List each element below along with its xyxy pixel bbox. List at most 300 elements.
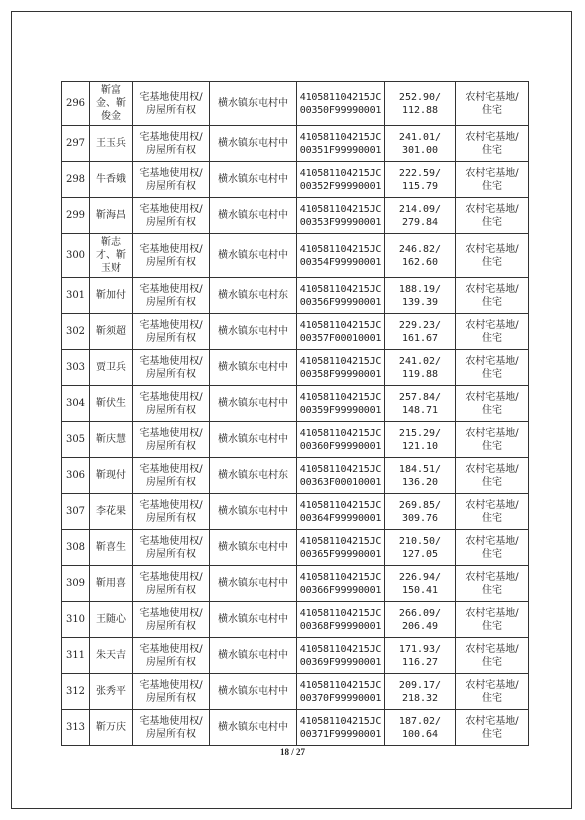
- cell-owner-name: [90, 530, 133, 566]
- cell-use: [456, 162, 529, 198]
- cell-use-line: 农村宅基地/: [465, 427, 519, 439]
- cell-location: 横水镇东屯村中: [210, 674, 297, 710]
- cell-use-line: 农村宅基地/: [465, 571, 519, 583]
- cell-unit-code-line: 410581104215JC: [299, 131, 382, 143]
- cell-area-line: 115.79: [401, 180, 439, 192]
- cell-use-line: 住宅: [482, 144, 502, 156]
- cell-area-line: 209.17/: [398, 679, 442, 691]
- cell-unit-code-line: 00359F99990001: [299, 404, 382, 416]
- cell-location: 横水镇东屯村东: [210, 458, 297, 494]
- cell-right-type-line: 宅基地使用权/: [139, 499, 203, 511]
- cell-area: [385, 314, 456, 350]
- cell-right-type: [133, 674, 210, 710]
- cell-owner-name: [90, 350, 133, 386]
- cell-index: 296: [62, 82, 90, 126]
- cell-unit-code-line: 410581104215JC: [299, 283, 382, 295]
- cell-use: [456, 126, 529, 162]
- cell-use: [456, 422, 529, 458]
- cell-index: 306: [62, 458, 90, 494]
- cell-area-line: 218.32: [401, 692, 439, 704]
- cell-use-line: 农村宅基地/: [465, 167, 519, 179]
- table-row: [62, 422, 529, 458]
- cell-unit-code-line: 410581104215JC: [299, 355, 382, 367]
- cell-unit-code-line: 00352F99990001: [299, 180, 382, 192]
- cell-right-type-line: 宅基地使用权/: [139, 355, 203, 367]
- cell-unit-code-line: 00354F99990001: [299, 256, 382, 268]
- cell-location: 横水镇东屯村中: [210, 234, 297, 278]
- cell-unit-code: [297, 82, 385, 126]
- cell-area: [385, 458, 456, 494]
- cell-use-line: 农村宅基地/: [465, 355, 519, 367]
- cell-index: 308: [62, 530, 90, 566]
- cell-right-type-line: 房屋所有权: [146, 692, 196, 704]
- cell-use-line: 住宅: [482, 332, 502, 344]
- page-number: 18 / 27: [279, 747, 305, 757]
- cell-use-line: 住宅: [482, 180, 502, 192]
- table-row: [62, 566, 529, 602]
- cell-unit-code-line: 00350F99990001: [299, 104, 382, 116]
- cell-owner-name: [90, 162, 133, 198]
- cell-use-line: 住宅: [482, 548, 502, 560]
- cell-unit-code-line: 00351F99990001: [299, 144, 382, 156]
- table-row: [62, 234, 529, 278]
- cell-area-line: 100.64: [401, 728, 439, 740]
- cell-unit-code: [297, 234, 385, 278]
- cell-owner-name: [90, 386, 133, 422]
- table-row: [62, 314, 529, 350]
- cell-unit-code-line: 00357F00010001: [299, 332, 382, 344]
- cell-right-type: [133, 494, 210, 530]
- cell-owner-name-line: 王随心: [96, 614, 126, 625]
- cell-owner-name-line: 靳加付: [96, 290, 126, 301]
- cell-right-type: [133, 566, 210, 602]
- cell-right-type-line: 宅基地使用权/: [139, 203, 203, 215]
- cell-area-line: 187.02/: [398, 715, 442, 727]
- cell-owner-name: [90, 422, 133, 458]
- cell-unit-code-line: 00356F99990001: [299, 296, 382, 308]
- table-row: [62, 530, 529, 566]
- cell-use-line: 农村宅基地/: [465, 203, 519, 215]
- cell-right-type: [133, 278, 210, 314]
- cell-area-line: 119.88: [401, 368, 439, 380]
- cell-area-line: 148.71: [401, 404, 439, 416]
- cell-use: [456, 674, 529, 710]
- cell-area: [385, 386, 456, 422]
- cell-use-line: 住宅: [482, 656, 502, 668]
- cell-area-line: 112.88: [401, 104, 439, 116]
- cell-unit-code: [297, 422, 385, 458]
- records-table: [61, 81, 529, 746]
- cell-area-line: 215.29/: [398, 427, 442, 439]
- cell-owner-name: [90, 566, 133, 602]
- table-row: [62, 198, 529, 234]
- cell-unit-code: [297, 278, 385, 314]
- cell-index: 297: [62, 126, 90, 162]
- cell-right-type-line: 宅基地使用权/: [139, 427, 203, 439]
- cell-index: 301: [62, 278, 90, 314]
- cell-unit-code-line: 410581104215JC: [299, 427, 382, 439]
- cell-unit-code-line: 410581104215JC: [299, 391, 382, 403]
- cell-right-type-line: 宅基地使用权/: [139, 283, 203, 295]
- cell-use-line: 农村宅基地/: [465, 499, 519, 511]
- cell-area-line: 127.05: [401, 548, 439, 560]
- cell-unit-code-line: 00363F00010001: [299, 476, 382, 488]
- cell-location: 横水镇东屯村中: [210, 162, 297, 198]
- cell-right-type-line: 宅基地使用权/: [139, 463, 203, 475]
- cell-right-type: [133, 530, 210, 566]
- cell-owner-name-line: 靳伏生: [96, 398, 126, 409]
- cell-unit-code: [297, 458, 385, 494]
- cell-right-type: [133, 350, 210, 386]
- cell-right-type-line: 房屋所有权: [146, 104, 196, 116]
- cell-location: 横水镇东屯村东: [210, 278, 297, 314]
- cell-area-line: 188.19/: [398, 283, 442, 295]
- table-row: [62, 638, 529, 674]
- cell-right-type-line: 宅基地使用权/: [139, 319, 203, 331]
- cell-area: [385, 162, 456, 198]
- cell-use: [456, 530, 529, 566]
- cell-unit-code-line: 410581104215JC: [299, 643, 382, 655]
- cell-owner-name: [90, 278, 133, 314]
- cell-right-type-line: 房屋所有权: [146, 296, 196, 308]
- cell-area-line: 139.39: [401, 296, 439, 308]
- cell-unit-code-line: 410581104215JC: [299, 715, 382, 727]
- cell-right-type: [133, 162, 210, 198]
- cell-unit-code-line: 00366F99990001: [299, 584, 382, 596]
- cell-area: [385, 566, 456, 602]
- cell-area: [385, 82, 456, 126]
- cell-area: [385, 602, 456, 638]
- cell-area-line: 309.76: [401, 512, 439, 524]
- cell-right-type-line: 房屋所有权: [146, 476, 196, 488]
- cell-right-type-line: 房屋所有权: [146, 404, 196, 416]
- cell-area-line: 222.59/: [398, 167, 442, 179]
- cell-right-type-line: 房屋所有权: [146, 368, 196, 380]
- cell-right-type: [133, 458, 210, 494]
- cell-use-line: 住宅: [482, 476, 502, 488]
- cell-area-line: 241.02/: [398, 355, 442, 367]
- cell-use-line: 住宅: [482, 296, 502, 308]
- cell-area-line: 171.93/: [398, 643, 442, 655]
- cell-use: [456, 566, 529, 602]
- table-row: [62, 494, 529, 530]
- cell-area: [385, 234, 456, 278]
- cell-unit-code: [297, 386, 385, 422]
- cell-location: 横水镇东屯村中: [210, 314, 297, 350]
- cell-area: [385, 278, 456, 314]
- cell-area-line: 162.60: [401, 256, 439, 268]
- cell-use-line: 住宅: [482, 584, 502, 596]
- cell-right-type-line: 房屋所有权: [146, 180, 196, 192]
- cell-location: 横水镇东屯村中: [210, 602, 297, 638]
- cell-area-line: 226.94/: [398, 571, 442, 583]
- cell-owner-name-line: 金、靳: [96, 98, 126, 109]
- cell-use-line: 农村宅基地/: [465, 535, 519, 547]
- cell-unit-code-line: 00365F99990001: [299, 548, 382, 560]
- cell-unit-code: [297, 674, 385, 710]
- cell-right-type-line: 宅基地使用权/: [139, 643, 203, 655]
- cell-use: [456, 350, 529, 386]
- cell-unit-code-line: 00360F99990001: [299, 440, 382, 452]
- table-row: [62, 162, 529, 198]
- cell-unit-code: [297, 638, 385, 674]
- records-body: [62, 82, 529, 746]
- cell-area-line: 252.90/: [398, 91, 442, 103]
- cell-location: 横水镇东屯村中: [210, 530, 297, 566]
- table-row: [62, 82, 529, 126]
- table-row: [62, 458, 529, 494]
- cell-use-line: 农村宅基地/: [465, 607, 519, 619]
- cell-right-type-line: 房屋所有权: [146, 620, 196, 632]
- cell-right-type: [133, 82, 210, 126]
- cell-index: 309: [62, 566, 90, 602]
- cell-index: 302: [62, 314, 90, 350]
- cell-right-type-line: 宅基地使用权/: [139, 715, 203, 727]
- cell-use-line: 住宅: [482, 728, 502, 740]
- cell-use: [456, 638, 529, 674]
- cell-right-type-line: 房屋所有权: [146, 216, 196, 228]
- cell-area: [385, 530, 456, 566]
- cell-index: 304: [62, 386, 90, 422]
- cell-use-line: 住宅: [482, 216, 502, 228]
- cell-use-line: 住宅: [482, 620, 502, 632]
- cell-area-line: 136.20: [401, 476, 439, 488]
- cell-index: 300: [62, 234, 90, 278]
- cell-use: [456, 278, 529, 314]
- cell-right-type-line: 房屋所有权: [146, 440, 196, 452]
- cell-area-line: 229.23/: [398, 319, 442, 331]
- cell-use-line: 住宅: [482, 404, 502, 416]
- cell-owner-name: [90, 314, 133, 350]
- cell-unit-code: [297, 566, 385, 602]
- cell-use: [456, 234, 529, 278]
- cell-use: [456, 494, 529, 530]
- cell-owner-name-line: 靳海昌: [96, 210, 126, 221]
- cell-unit-code: [297, 314, 385, 350]
- cell-location: 横水镇东屯村中: [210, 638, 297, 674]
- cell-use-line: 农村宅基地/: [465, 319, 519, 331]
- cell-index: 310: [62, 602, 90, 638]
- cell-right-type-line: 宅基地使用权/: [139, 571, 203, 583]
- cell-area-line: 206.49: [401, 620, 439, 632]
- cell-owner-name-line: 贾卫兵: [96, 362, 126, 373]
- cell-unit-code-line: 41058110421​5JC: [299, 91, 382, 103]
- cell-use-line: 农村宅基地/: [465, 243, 519, 255]
- cell-index: 303: [62, 350, 90, 386]
- cell-use: [456, 198, 529, 234]
- cell-area-line: 246.82/: [398, 243, 442, 255]
- cell-area: [385, 422, 456, 458]
- cell-area: [385, 638, 456, 674]
- cell-use-line: 农村宅基地/: [465, 283, 519, 295]
- table-row: [62, 602, 529, 638]
- cell-area-line: 279.84: [401, 216, 439, 228]
- cell-right-type-line: 宅基地使用权/: [139, 167, 203, 179]
- cell-owner-name-line: 靳志: [101, 237, 121, 248]
- cell-right-type-line: 房屋所有权: [146, 728, 196, 740]
- cell-area-line: 266.09/: [398, 607, 442, 619]
- cell-right-type-line: 房屋所有权: [146, 256, 196, 268]
- cell-area-line: 116.27: [401, 656, 439, 668]
- cell-area-line: 184.51/: [398, 463, 442, 475]
- cell-area-line: 301.00: [401, 144, 439, 156]
- cell-area-line: 257.84/: [398, 391, 442, 403]
- cell-use-line: 住宅: [482, 256, 502, 268]
- cell-owner-name: [90, 710, 133, 746]
- cell-unit-code-line: 00371F99990001: [299, 728, 382, 740]
- cell-right-type: [133, 386, 210, 422]
- cell-right-type-line: 房屋所有权: [146, 548, 196, 560]
- cell-area-line: 121.10: [401, 440, 439, 452]
- cell-right-type-line: 宅基地使用权/: [139, 607, 203, 619]
- cell-right-type: [133, 422, 210, 458]
- cell-unit-code-line: 410581104215JC: [299, 571, 382, 583]
- cell-index: 305: [62, 422, 90, 458]
- cell-unit-code-line: 410581104215JC: [299, 499, 382, 511]
- cell-owner-name-line: 靳富: [101, 85, 121, 96]
- cell-right-type-line: 房屋所有权: [146, 512, 196, 524]
- cell-location: 横水镇东屯村中: [210, 566, 297, 602]
- cell-right-type-line: 房屋所有权: [146, 332, 196, 344]
- cell-unit-code: [297, 710, 385, 746]
- cell-index: 299: [62, 198, 90, 234]
- cell-owner-name: [90, 198, 133, 234]
- cell-use-line: 住宅: [482, 512, 502, 524]
- cell-use-line: 住宅: [482, 368, 502, 380]
- cell-index: 311: [62, 638, 90, 674]
- cell-unit-code: [297, 162, 385, 198]
- cell-unit-code-line: 00358F99990001: [299, 368, 382, 380]
- cell-unit-code: [297, 198, 385, 234]
- cell-use: [456, 602, 529, 638]
- table-row: [62, 126, 529, 162]
- cell-unit-code-line: 00364F99990001: [299, 512, 382, 524]
- cell-right-type-line: 宅基地使用权/: [139, 131, 203, 143]
- table-row: [62, 710, 529, 746]
- cell-unit-code: [297, 126, 385, 162]
- cell-index: 307: [62, 494, 90, 530]
- cell-area-line: 161.67: [401, 332, 439, 344]
- cell-right-type: [133, 638, 210, 674]
- cell-owner-name-line: 李花果: [96, 506, 126, 517]
- cell-use: [456, 710, 529, 746]
- cell-unit-code-line: 00370F99990001: [299, 692, 382, 704]
- cell-use-line: 农村宅基地/: [465, 679, 519, 691]
- cell-right-type-line: 宅基地使用权/: [139, 535, 203, 547]
- cell-unit-code-line: 410581104215JC: [299, 607, 382, 619]
- cell-index: 313: [62, 710, 90, 746]
- cell-unit-code-line: 00369F99990001: [299, 656, 382, 668]
- cell-right-type: [133, 198, 210, 234]
- cell-use-line: 住宅: [482, 692, 502, 704]
- cell-area: [385, 710, 456, 746]
- cell-right-type-line: 宅基地使用权/: [139, 391, 203, 403]
- cell-owner-name: [90, 638, 133, 674]
- cell-owner-name-line: 靳现付: [96, 470, 126, 481]
- table-row: [62, 674, 529, 710]
- cell-use-line: 住宅: [482, 440, 502, 452]
- cell-unit-code-line: 410581104215JC: [299, 463, 382, 475]
- table-row: [62, 350, 529, 386]
- cell-area: [385, 350, 456, 386]
- cell-use-line: 农村宅基地/: [465, 643, 519, 655]
- cell-right-type: [133, 234, 210, 278]
- cell-right-type-line: 房屋所有权: [146, 144, 196, 156]
- cell-location: 横水镇东屯村中: [210, 126, 297, 162]
- cell-right-type-line: 宅基地使用权/: [139, 91, 203, 103]
- cell-owner-name-line: 靳用喜: [96, 578, 126, 589]
- cell-use-line: 农村宅基地/: [465, 715, 519, 727]
- cell-unit-code: [297, 350, 385, 386]
- cell-unit-code-line: 410581104215JC: [299, 535, 382, 547]
- table-row: [62, 278, 529, 314]
- cell-index: 298: [62, 162, 90, 198]
- cell-use-line: 农村宅基地/: [465, 463, 519, 475]
- cell-unit-code-line: 410581104215JC: [299, 167, 382, 179]
- cell-unit-code-line: 00353F99990001: [299, 216, 382, 228]
- cell-owner-name: [90, 82, 133, 126]
- cell-location: 横水镇东屯村中: [210, 198, 297, 234]
- cell-location: 横水镇东屯村中: [210, 710, 297, 746]
- cell-unit-code-line: 410581104215JC: [299, 679, 382, 691]
- cell-use-line: 住宅: [482, 104, 502, 116]
- cell-unit-code-line: 410581104215JC: [299, 243, 382, 255]
- cell-location: 横水镇东屯村中: [210, 422, 297, 458]
- cell-owner-name: [90, 126, 133, 162]
- cell-owner-name-line: 靳须超: [96, 326, 126, 337]
- cell-area-line: 241.01/: [398, 131, 442, 143]
- cell-location: 横水镇东屯村中: [210, 494, 297, 530]
- cell-area-line: 269.85/: [398, 499, 442, 511]
- cell-right-type-line: 房屋所有权: [146, 584, 196, 596]
- cell-owner-name-line: 张秀平: [96, 686, 126, 697]
- cell-right-type: [133, 126, 210, 162]
- cell-unit-code: [297, 530, 385, 566]
- cell-right-type-line: 宅基地使用权/: [139, 243, 203, 255]
- cell-location: 横水镇东屯村中: [210, 350, 297, 386]
- cell-owner-name: [90, 234, 133, 278]
- cell-right-type: [133, 602, 210, 638]
- cell-unit-code: [297, 494, 385, 530]
- cell-area-line: 214.09/: [398, 203, 442, 215]
- cell-owner-name: [90, 674, 133, 710]
- cell-use: [456, 82, 529, 126]
- cell-use: [456, 458, 529, 494]
- cell-area: [385, 674, 456, 710]
- cell-owner-name-line: 靳喜生: [96, 542, 126, 553]
- cell-area: [385, 198, 456, 234]
- cell-right-type-line: 房屋所有权: [146, 656, 196, 668]
- cell-unit-code-line: 410581104215JC: [299, 319, 382, 331]
- table-row: [62, 386, 529, 422]
- cell-use: [456, 386, 529, 422]
- cell-use-line: 农村宅基地/: [465, 131, 519, 143]
- cell-owner-name: [90, 494, 133, 530]
- cell-area: [385, 494, 456, 530]
- cell-owner-name-line: 牛香娥: [96, 174, 126, 185]
- cell-owner-name-line: 靳庆慧: [96, 434, 126, 445]
- cell-right-type-line: 宅基地使用权/: [139, 679, 203, 691]
- cell-index: 312: [62, 674, 90, 710]
- cell-use: [456, 314, 529, 350]
- cell-owner-name-line: 俊金: [101, 111, 121, 122]
- cell-owner-name-line: 朱天吉: [96, 650, 126, 661]
- cell-owner-name: [90, 602, 133, 638]
- cell-owner-name-line: 才、靳: [96, 250, 126, 261]
- cell-area-line: 210.50/: [398, 535, 442, 547]
- cell-use-line: 农村宅基地/: [465, 391, 519, 403]
- cell-use-line: 农村宅基地/: [465, 91, 519, 103]
